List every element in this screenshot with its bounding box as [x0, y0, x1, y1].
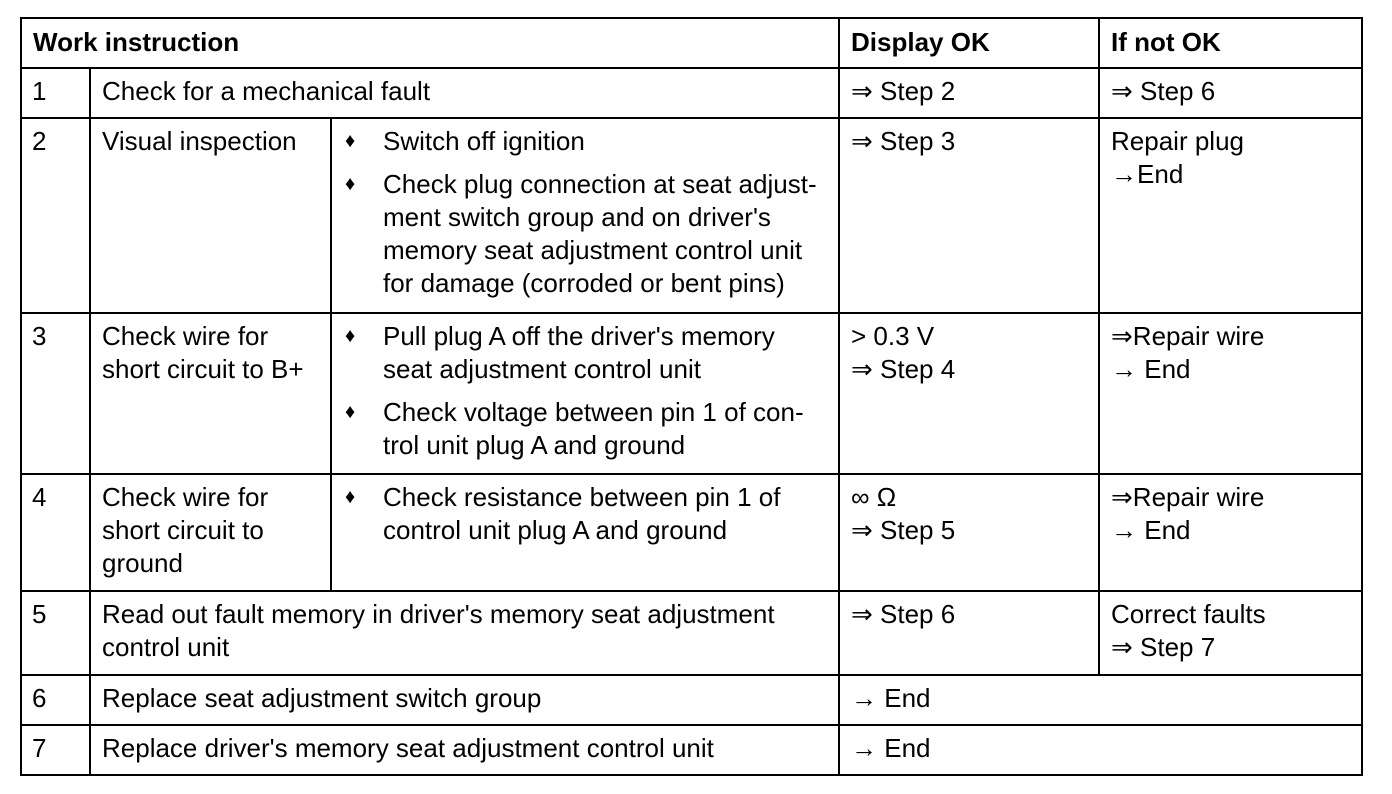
step-title: Replace driver's memory seat adjustment control unit [90, 725, 839, 775]
table-row [21, 68, 1362, 118]
step-title: Check wire for short circuit to ground [90, 474, 331, 591]
header-if-not-ok: If not OK [1099, 18, 1362, 68]
step-number: 4 [21, 474, 90, 591]
if-not-ok-text: → End [1111, 515, 1191, 545]
display-ok-text: ∞ Ω [851, 482, 897, 512]
display-ok-cell [839, 725, 1362, 775]
if-not-ok-text: Repair plug [1111, 126, 1244, 156]
step-title: Read out fault memory in driver's memory seat adjustment control unit [90, 591, 839, 675]
step-title: Visual inspection [90, 118, 331, 313]
table-row [21, 591, 1362, 675]
action-item [343, 396, 828, 462]
diamond-bullet-icon: ♦ [345, 130, 356, 152]
step-number: 2 [21, 118, 90, 313]
if-not-ok-cell [1099, 591, 1362, 675]
display-ok-cell [839, 675, 1362, 725]
action-text: Pull plug A off the driver's memory seat adjustment control unit [383, 321, 775, 384]
action-item [343, 125, 828, 158]
step-title: Check for a mechanical fault [90, 68, 839, 118]
display-ok-text: ⇒ Step 2 [851, 76, 956, 106]
table-row [21, 725, 1362, 775]
action-list [343, 320, 828, 462]
step-number: 5 [21, 591, 90, 675]
display-ok-text: ⇒ Step 4 [851, 354, 956, 384]
header-row [21, 18, 1362, 68]
display-ok-cell [839, 591, 1099, 675]
step-number: 3 [21, 313, 90, 474]
action-list [343, 125, 828, 300]
if-not-ok-cell [1099, 474, 1362, 591]
diamond-bullet-icon: ♦ [345, 173, 356, 195]
if-not-ok-text: ⇒Repair wire [1111, 321, 1265, 351]
diamond-bullet-icon: ♦ [345, 486, 356, 508]
diamond-bullet-icon: ♦ [345, 401, 356, 423]
if-not-ok-cell [1099, 313, 1362, 474]
action-item [343, 320, 828, 386]
if-not-ok-text: ⇒Repair wire [1111, 482, 1265, 512]
step-title: Replace seat adjustment switch group [90, 675, 839, 725]
step-number: 1 [21, 68, 90, 118]
display-ok-text: > 0.3 V [851, 321, 935, 351]
step-number: 6 [21, 675, 90, 725]
if-not-ok-text: Correct faults [1111, 599, 1266, 629]
table-row [21, 118, 1362, 313]
work-instruction-table [20, 17, 1363, 776]
display-ok-text: → End [851, 733, 931, 763]
action-item [343, 481, 828, 547]
step-actions [331, 118, 839, 313]
if-not-ok-cell [1099, 68, 1362, 118]
display-ok-cell [839, 68, 1099, 118]
action-text: Check plug connection at seat adjust-ment switch group and on driver's memory seat adjustment control unit for damage (corroded or bent pins) [383, 169, 817, 298]
display-ok-text: ⇒ Step 5 [851, 515, 956, 545]
step-title: Check wire for short circuit to B+ [90, 313, 331, 474]
display-ok-cell [839, 118, 1099, 313]
action-text: Switch off ignition [383, 126, 585, 156]
if-not-ok-cell [1099, 118, 1362, 313]
if-not-ok-text: → End [1111, 354, 1191, 384]
header-display-ok: Display OK [839, 18, 1099, 68]
display-ok-text: ⇒ Step 3 [851, 126, 956, 156]
table-row [21, 474, 1362, 591]
action-list [343, 481, 828, 547]
diamond-bullet-icon: ♦ [345, 325, 356, 347]
action-text: Check voltage between pin 1 of con-trol unit plug A and ground [383, 397, 804, 460]
table-row [21, 313, 1362, 474]
display-ok-text: → End [851, 683, 931, 713]
step-actions [331, 474, 839, 591]
step-actions [331, 313, 839, 474]
if-not-ok-text: ⇒ Step 6 [1111, 76, 1216, 106]
if-not-ok-text: →End [1111, 159, 1184, 189]
step-number: 7 [21, 725, 90, 775]
table-row [21, 675, 1362, 725]
action-text: Check resistance between pin 1 of control unit plug A and ground [383, 482, 781, 545]
header-work-instruction: Work instruction [21, 18, 839, 68]
action-item [343, 168, 828, 300]
if-not-ok-text: ⇒ Step 7 [1111, 632, 1216, 662]
display-ok-cell [839, 313, 1099, 474]
display-ok-cell [839, 474, 1099, 591]
display-ok-text: ⇒ Step 6 [851, 599, 956, 629]
